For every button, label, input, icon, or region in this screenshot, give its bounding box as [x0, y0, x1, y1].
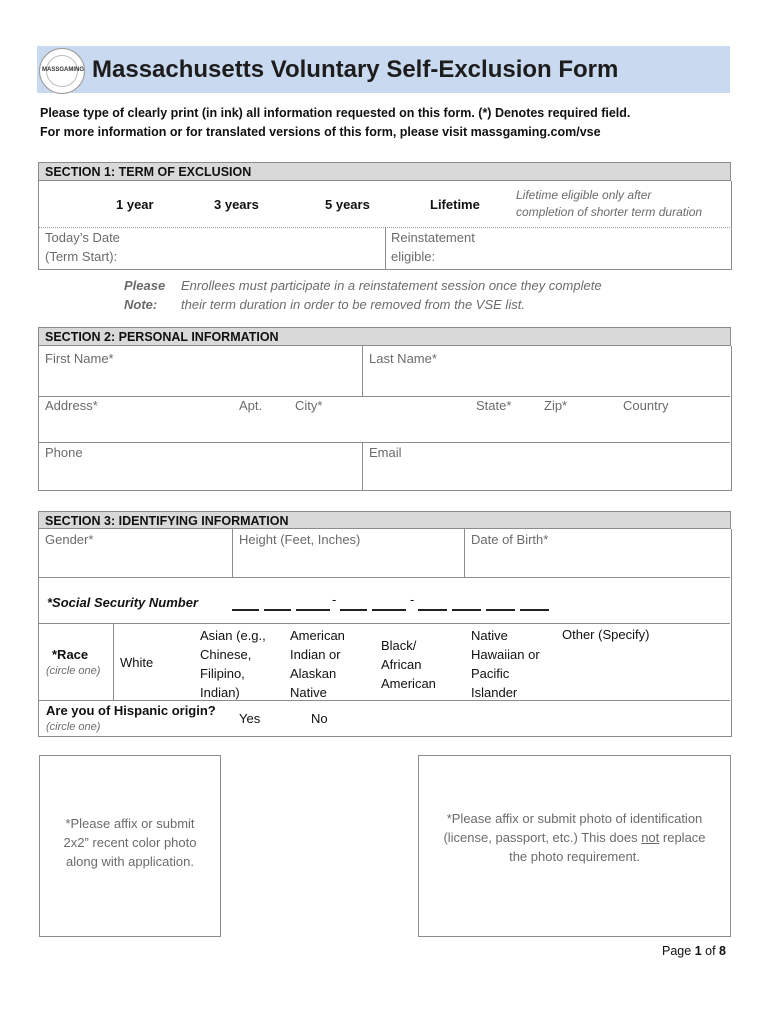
reinstatement-label-2: eligible:	[391, 249, 436, 264]
race-hawaiian-line: Pacific	[471, 666, 510, 681]
term-option-5-years[interactable]: 5 years	[325, 197, 370, 212]
todays-date-label-2: (Term Start):	[45, 249, 118, 264]
photo-upload-box[interactable]	[39, 755, 221, 937]
note-text-2: their term duration in order to be removed from the VSE list.	[181, 297, 525, 312]
ssn-dash-2: -	[410, 592, 415, 607]
dob-label: Date of Birth*	[471, 532, 549, 547]
id-upload-box[interactable]	[418, 755, 731, 937]
section2-row-divider-2	[39, 442, 730, 443]
email-field[interactable]	[364, 462, 728, 488]
lifetime-note-1: Lifetime eligible only after	[516, 188, 652, 202]
race-option-black[interactable]	[381, 636, 436, 693]
race-american-indian-line: Alaskan	[290, 666, 337, 681]
race-hawaiian-line: Hawaiian or	[471, 647, 540, 662]
race-american-indian-line: American	[290, 628, 345, 643]
ssn-field[interactable]	[232, 592, 552, 614]
id-instructions	[419, 809, 730, 866]
section3-row-divider-2	[39, 623, 730, 624]
id-instruction-line-1: *Please affix or submit photo of identification	[446, 811, 703, 826]
state-label: State*	[476, 398, 512, 413]
note-text-1: Enrollees must participate in a reinstatement session once they complete	[181, 278, 602, 293]
race-circle-one: (circle one)	[46, 665, 101, 677]
race-american-indian-line: Native	[290, 685, 327, 700]
section3-heading: SECTION 3: IDENTIFYING INFORMATION	[38, 511, 731, 529]
ssn-blank	[264, 609, 291, 611]
section2-contact-divider	[362, 442, 363, 490]
ssn-blank	[372, 609, 406, 611]
section3-row-divider-3	[39, 700, 730, 701]
reinstatement-field[interactable]	[490, 232, 725, 264]
photo-instruction-line: 2x2” recent color photo	[63, 835, 197, 850]
page-number	[662, 944, 726, 958]
ssn-blank	[452, 609, 481, 611]
height-field[interactable]	[234, 549, 462, 575]
id-instruction-text: replace	[659, 830, 706, 845]
race-option-white[interactable]: White	[120, 655, 154, 670]
address-label: Address*	[45, 398, 98, 413]
last-name-field[interactable]	[364, 368, 728, 394]
ssn-blank	[486, 609, 515, 611]
term-option-1-year[interactable]: 1 year	[116, 197, 154, 212]
term-option-3-years[interactable]: 3 years	[214, 197, 259, 212]
race-asian-line: Indian)	[200, 685, 240, 700]
last-name-label: Last Name*	[369, 351, 437, 366]
hispanic-circle-one: (circle one)	[46, 721, 101, 733]
id-instruction-text: (license, passport, etc.) This does	[443, 830, 642, 845]
ssn-label: *Social Security Number	[47, 595, 198, 610]
term-option-lifetime[interactable]: Lifetime	[430, 197, 480, 212]
id-instruction-emphasis: not	[641, 830, 660, 845]
height-label: Height (Feet, Inches)	[239, 532, 361, 547]
section3-height-divider	[464, 529, 465, 577]
race-black-line: African	[381, 657, 422, 672]
section1-vdivider	[385, 227, 386, 269]
race-asian-line: Asian (e.g.,	[200, 628, 266, 643]
photo-instruction-line: *Please affix or submit	[65, 816, 195, 831]
phone-label: Phone	[45, 445, 83, 460]
gender-field[interactable]	[40, 549, 230, 575]
hispanic-label: Are you of Hispanic origin?	[46, 703, 216, 718]
race-option-asian[interactable]	[200, 626, 266, 702]
page-of: of	[705, 944, 716, 958]
address-field[interactable]	[40, 415, 728, 440]
todays-date-label-1: Today’s Date	[45, 230, 120, 245]
email-label: Email	[369, 445, 402, 460]
todays-date-field[interactable]	[170, 232, 380, 264]
race-black-line: Black/	[381, 638, 417, 653]
phone-field[interactable]	[40, 462, 360, 488]
section3-gender-divider	[232, 529, 233, 577]
page-total: 8	[719, 944, 726, 958]
race-option-american-indian[interactable]	[290, 626, 345, 702]
hispanic-yes[interactable]: Yes	[239, 711, 261, 726]
ssn-dash-1: -	[332, 592, 337, 607]
section3-race-divider	[113, 623, 114, 700]
photo-instructions	[40, 814, 220, 871]
note-label-1: Please	[124, 278, 166, 293]
id-instruction-line-2	[419, 828, 730, 847]
race-asian-line: Filipino,	[200, 666, 245, 681]
section3-row-divider-1	[39, 577, 730, 578]
section2-row-divider-1	[39, 396, 730, 397]
page-current: 1	[694, 944, 702, 958]
zip-label: Zip*	[544, 398, 568, 413]
note-label-2: Note:	[124, 297, 158, 312]
hispanic-no[interactable]: No	[311, 711, 328, 726]
first-name-field[interactable]	[40, 368, 360, 394]
ssn-blank	[418, 609, 447, 611]
intro-line-2: For more information or for translated versions of this form, please visit massgaming.com/vse	[40, 125, 601, 139]
race-option-hawaiian[interactable]	[471, 626, 540, 702]
race-asian-line: Chinese,	[200, 647, 252, 662]
lifetime-note-2: completion of shorter term duration	[516, 205, 703, 219]
city-label: City*	[295, 398, 323, 413]
reinstatement-label-1: Reinstatement	[391, 230, 475, 245]
section2-heading: SECTION 2: PERSONAL INFORMATION	[38, 327, 731, 346]
race-hawaiian-line: Native	[471, 628, 508, 643]
race-option-other[interactable]: Other (Specify)	[562, 627, 650, 642]
ssn-blank	[520, 609, 549, 611]
country-label: Country	[623, 398, 669, 413]
race-american-indian-line: Indian or	[290, 647, 341, 662]
logo-text: MASSGAMING	[42, 67, 84, 73]
first-name-label: First Name*	[45, 351, 114, 366]
ssn-blank	[340, 609, 367, 611]
gender-label: Gender*	[45, 532, 94, 547]
page-title: Massachusetts Voluntary Self-Exclusion Form	[92, 56, 619, 83]
massgaming-logo	[39, 48, 85, 94]
page-word: Page	[662, 944, 692, 958]
id-instruction-line-3: the photo requirement.	[509, 849, 640, 864]
apt-label: Apt.	[239, 398, 263, 413]
intro-line-1: Please type of clearly print (in ink) all information requested on this form. (*) Denotes required field.	[40, 106, 631, 120]
race-label: *Race	[52, 647, 89, 662]
dob-field[interactable]	[466, 549, 728, 575]
ssn-blank	[232, 609, 259, 611]
photo-instruction-line: along with application.	[66, 854, 194, 869]
race-hawaiian-line: Islander	[471, 685, 518, 700]
race-black-line: American	[381, 676, 436, 691]
section2-name-divider	[362, 346, 363, 396]
ssn-blank	[296, 609, 330, 611]
section1-heading: SECTION 1: TERM OF EXCLUSION	[38, 162, 731, 181]
